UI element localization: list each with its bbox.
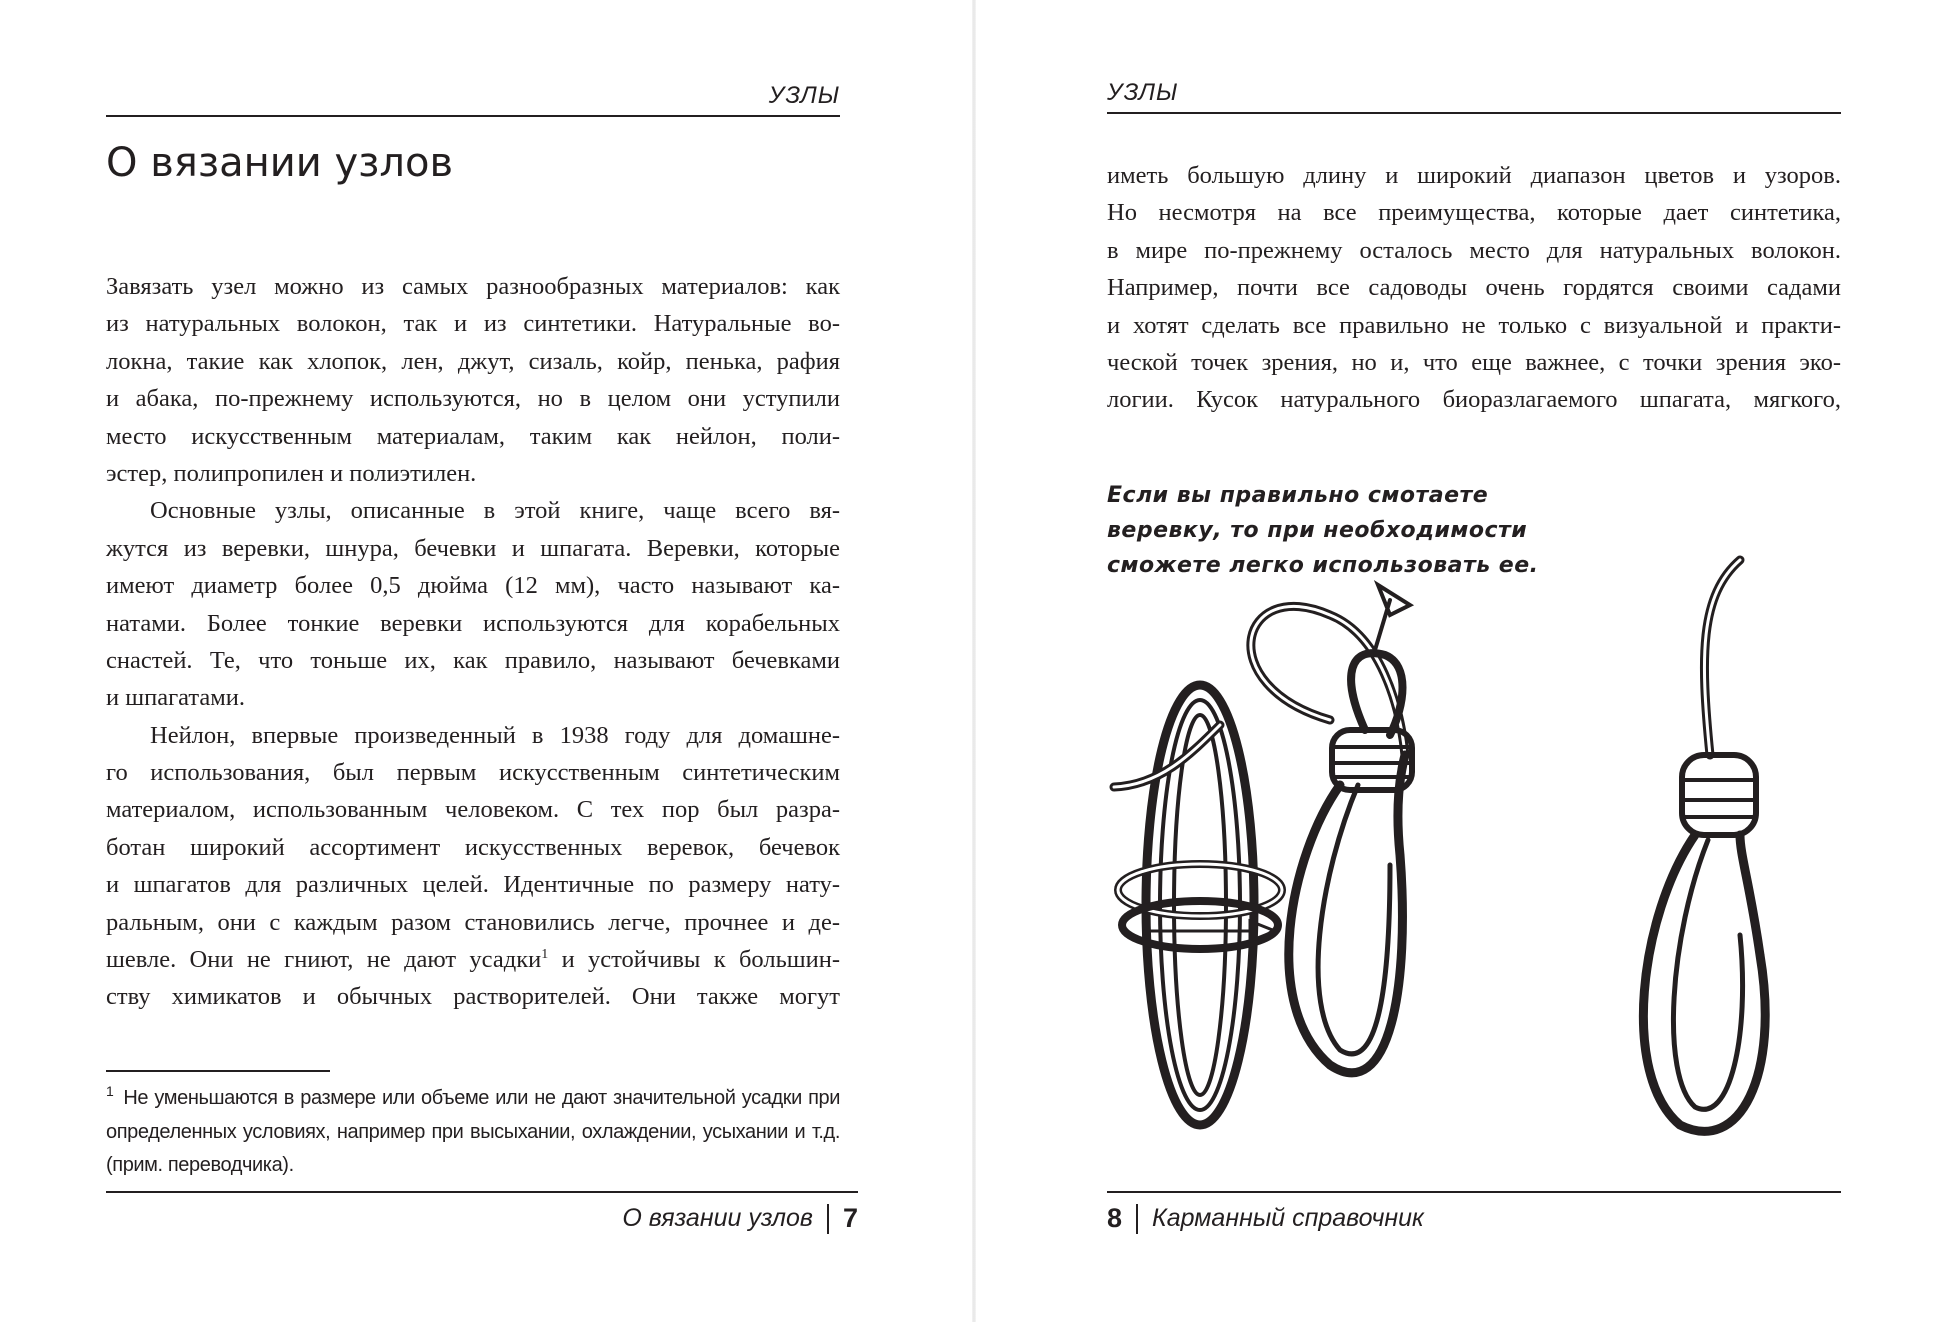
header-rule xyxy=(1107,112,1841,114)
text-line: из натуральных волокон, так и из синтетики. Натуральные во- xyxy=(106,310,840,338)
text-line: ботан широкий ассортимент искусственных веревок, бечевок xyxy=(106,833,840,861)
paragraph xyxy=(106,717,840,1016)
text-line: ральным, они с каждым разом становились легче, прочнее и де- xyxy=(106,908,840,936)
text-line: и шпагатов для различных целей. Идентичные по размеру нату- xyxy=(106,871,840,899)
page-number: 8 xyxy=(1107,1203,1123,1233)
text-span: Не уменьшаются в размере или объеме или не дают значительной усадки при xyxy=(123,1087,840,1109)
text-line xyxy=(106,941,840,978)
running-head: УЗЛЫ xyxy=(768,82,840,109)
text-line: материалом, использованным человеком. С тех пор был разра- xyxy=(106,796,840,824)
paragraph xyxy=(106,268,840,492)
text-span: и устойчивы к большин- xyxy=(548,946,840,974)
text-line: в мире по-прежнему осталось место для натуральных волокон. xyxy=(1107,236,1841,264)
text-line: ству химикатов и обычных растворителей. Они также могут xyxy=(106,983,840,1011)
footer-rule xyxy=(106,1191,858,1193)
text-line: и шпагатами. xyxy=(106,684,245,712)
text-line: Но несмотря на все преимущества, которые дает синтетика, xyxy=(1107,199,1841,227)
text-line: локна, такие как хлопок, лен, джут, сизаль, койр, пенька, рафия xyxy=(106,347,840,375)
body-text xyxy=(106,268,840,1016)
footnote-mark: 1 xyxy=(106,1083,114,1100)
knot-illustrations xyxy=(1100,555,1860,1145)
footnote-reference[interactable]: 1 xyxy=(541,946,549,962)
body-text xyxy=(1107,157,1841,419)
footer-separator xyxy=(827,1204,829,1234)
footer-separator xyxy=(1136,1204,1138,1234)
footer-book-title: Карманный справочник xyxy=(1152,1204,1424,1232)
text-line: Например, почти все садоводы очень гордятся своими садами xyxy=(1107,274,1841,302)
footer-section-title: О вязании узлов xyxy=(622,1204,813,1232)
footnote-line: (прим. переводчика). xyxy=(106,1154,294,1176)
footnote-rule xyxy=(106,1070,330,1072)
header-rule xyxy=(106,115,840,117)
text-line: снастей. Те, что тоньше их, как правило, называют бечевками xyxy=(106,646,840,674)
text-line: жутся из веревки, шнура, бечевки и шпагата. Веревки, которые xyxy=(106,534,840,562)
text-line: Основные узлы, описанные в этой книге, чаще всего вя- xyxy=(150,497,840,525)
text-line: эстер, полипропилен и полиэтилен. xyxy=(106,459,477,487)
paragraph xyxy=(106,492,840,716)
text-line: Завязать узел можно из самых разнообразных материалов: как xyxy=(106,273,840,300)
page-footer xyxy=(622,1203,858,1234)
running-head: УЗЛЫ xyxy=(1107,79,1179,106)
text-line: логии. Кусок натурального биоразлагаемого шпагата, мягкого, xyxy=(1107,386,1841,414)
page-footer xyxy=(1107,1203,1424,1234)
text-line: место искусственным материалам, таким как нейлон, поли- xyxy=(106,422,840,450)
footnote-line xyxy=(106,1082,840,1116)
caption-line: веревку, то при необходимости xyxy=(1107,518,1528,543)
coiled-rope-illustration xyxy=(1114,685,1282,1125)
text-line: и абака, по-прежнему используются, но в целом они уступили xyxy=(106,385,840,413)
footnote xyxy=(106,1082,840,1183)
page-title: О вязании узлов xyxy=(106,140,454,186)
left-page xyxy=(0,0,972,1322)
text-span: шевле. Они не гниют, не дают усадки xyxy=(106,946,542,974)
page-number: 7 xyxy=(842,1203,858,1233)
caption-line: Если вы правильно смотаете xyxy=(1107,483,1489,508)
text-line: имеют диаметр более 0,5 дюйма (12 мм), часто называют ка- xyxy=(106,572,840,600)
text-line: го использования, был первым искусственным синтетическим xyxy=(106,759,840,787)
footer-rule xyxy=(1107,1191,1841,1193)
text-line: Нейлон, впервые произведенный в 1938 году для домашне- xyxy=(150,721,840,749)
text-line: ческой точек зрения, но и, что еще важнее, с точки зрения эко- xyxy=(1107,348,1841,376)
footnote-line: определенных условиях, например при высыхании, охлаждении, усыхании и т.д. xyxy=(106,1120,840,1143)
hangman-knot-with-arrow-illustration xyxy=(1251,585,1440,1075)
text-line: иметь большую длину и широкий диапазон цветов и узоров. xyxy=(1107,162,1841,189)
text-line: и хотят сделать все правильно не только с визуальной и практи- xyxy=(1107,311,1841,339)
noose-knot-illustration xyxy=(1643,560,1765,1131)
text-line: натами. Более тонкие веревки используются для корабельных xyxy=(106,609,840,637)
caption-line: сможете легко использовать ее. xyxy=(1107,553,1539,578)
